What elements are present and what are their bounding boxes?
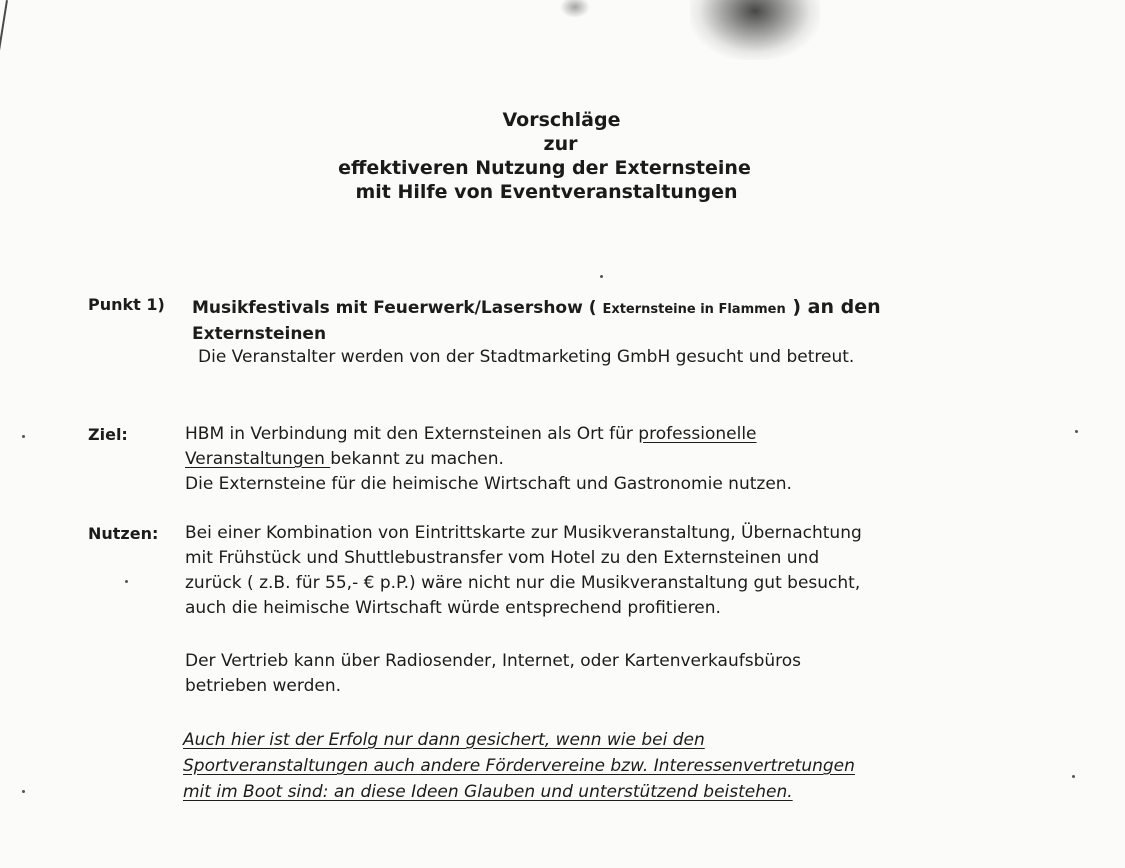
erfolg-text <box>183 727 1023 805</box>
punkt-label: Punkt 1) <box>88 295 165 314</box>
ziel-line2-underlined: Veranstaltungen <box>185 449 331 469</box>
ziel-line1-part1: HBM in Verbindung mit den Externsteinen als Ort für <box>185 424 639 444</box>
title-line-3: effektiveren Nutzung der Externsteine <box>338 157 751 179</box>
ziel-label: Ziel: <box>88 425 128 444</box>
nutzen-text <box>185 521 1015 621</box>
scan-dot <box>600 275 603 278</box>
nutzen-line1: Bei einer Kombination von Eintrittskarte zur Musikveranstaltung, Übernachtung <box>185 523 862 543</box>
ziel-text <box>185 422 945 497</box>
punkt-heading <box>192 295 992 347</box>
scan-dot <box>1075 430 1078 433</box>
scan-smudge <box>690 0 820 60</box>
scan-smudge-small <box>560 0 590 18</box>
document-title <box>0 108 1125 204</box>
punkt-heading-line2: Externsteinen <box>192 324 327 344</box>
scan-dot <box>125 580 128 583</box>
punkt-description: Die Veranstalter werden von der Stadtmarketing GmbH gesucht und betreut. <box>198 347 855 367</box>
nutzen-line3: zurück ( z.B. für 55,- € p.P.) wäre nicht nur die Musikveranstaltung gut besucht, <box>185 573 861 593</box>
scan-dot <box>1072 775 1075 778</box>
erfolg-line1: Auch hier ist der Erfolg nur dann gesichert, wenn wie bei den <box>183 730 705 750</box>
title-line-1: Vorschläge <box>502 109 621 131</box>
punkt-heading-part2: ) an den <box>785 296 881 318</box>
ziel-line2-part2: bekannt zu machen. <box>330 449 504 469</box>
nutzen-label: Nutzen: <box>88 524 159 543</box>
scan-artifact-line <box>0 0 8 94</box>
scan-dot <box>22 790 25 793</box>
erfolg-line3: mit im Boot sind: an diese Ideen Glauben und unterstützend beistehen. <box>183 782 793 802</box>
vertrieb-line2: betrieben werden. <box>185 676 341 696</box>
vertrieb-text <box>185 649 945 699</box>
erfolg-line2: Sportveranstaltungen auch andere Fördervereine bzw. Interessenvertretungen <box>183 756 855 776</box>
punkt-heading-part1: Musikfestivals mit Feuerwerk/Lasershow ( <box>192 298 603 318</box>
nutzen-line4: auch die heimische Wirtschaft würde entsprechend profitieren. <box>185 598 721 618</box>
scan-dot <box>22 435 25 438</box>
title-line-4: mit Hilfe von Eventveranstaltungen <box>355 181 738 203</box>
ziel-line3: Die Externsteine für die heimische Wirtschaft und Gastronomie nutzen. <box>185 474 792 494</box>
ziel-line1-underlined: professionelle <box>638 424 757 444</box>
vertrieb-line1: Der Vertrieb kann über Radiosender, Internet, oder Kartenverkaufsbüros <box>185 651 802 671</box>
title-line-2: zur <box>543 133 578 155</box>
nutzen-line2: mit Frühstück und Shuttlebustransfer vom Hotel zu den Externsteinen und <box>185 548 820 568</box>
punkt-heading-small: Externsteine in Flammen <box>602 302 786 317</box>
